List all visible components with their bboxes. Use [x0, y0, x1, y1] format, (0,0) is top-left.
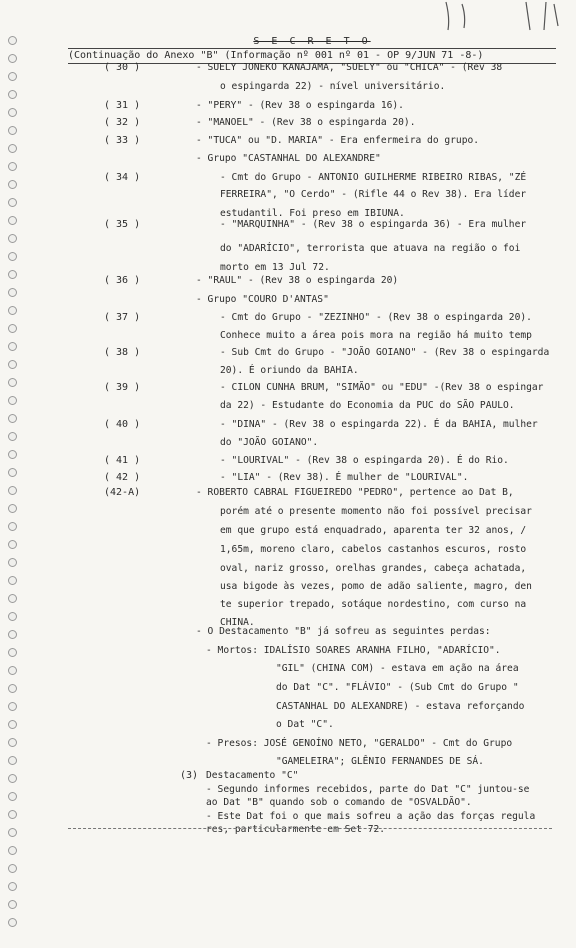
text-line: Destacamento "C"	[206, 770, 299, 781]
text-line: - "MARQUINHA" - (Rev 38 o espingarda 36) - Era mulher	[220, 219, 527, 230]
text-line: res, particularmente em Set 72.	[206, 824, 386, 835]
text-line: - Sub Cmt do Grupo - "JOÃO GOIANO" - (Rev 38 o espingarda	[220, 347, 550, 358]
text-line: - Grupo "COURO D'ANTAS"	[196, 294, 329, 305]
text-line: te superior trepado, sotáque nordestino, com curso na	[220, 599, 527, 610]
item-number: ( 32 )	[104, 117, 141, 128]
item-number: ( 36 )	[104, 275, 141, 286]
text-line: da 22) - Estudante do Economia da PUC do SÃO PAULO.	[220, 400, 515, 411]
text-line: FERREIRA", "O Cerdo" - (Rifle 44 o Rev 38). Era líder	[220, 189, 527, 200]
text-line: Conhece muito a área pois mora na região há muito temp	[220, 330, 532, 341]
item-number: ( 31 )	[104, 100, 141, 111]
text-line: - "PERY" - (Rev 38 o espingarda 16).	[196, 100, 404, 111]
text-line: do "JOÃO GOIANO".	[220, 437, 319, 448]
item-number: ( 30 )	[104, 62, 141, 73]
text-line: 20). É oriundo da BAHIA.	[220, 365, 359, 376]
text-line: - "LOURIVAL" - (Rev 38 o espingarda 20). É do Rio.	[220, 455, 509, 466]
text-line: CHINA.	[220, 617, 255, 628]
text-line: do "ADARÍCIO", terrorista que atuava na região o foi	[220, 243, 521, 254]
text-line: "GAMELEIRA"; GLÊNIO FERNANDES DE SÁ.	[276, 756, 484, 767]
item-number: ( 37 )	[104, 312, 141, 323]
text-line: - O Destacamento "B" já sofreu as seguintes perdas:	[196, 626, 491, 637]
text-line: - "TUCA" ou "D. MARIA" - Era enfermeira do grupo.	[196, 135, 480, 146]
text-line: - "MANOEL" - (Rev 38 o espingarda 20).	[196, 117, 416, 128]
item-number: ( 35 )	[104, 219, 141, 230]
item-number: ( 34 )	[104, 172, 141, 183]
item-number: ( 41 )	[104, 455, 141, 466]
item-number: ( 38 )	[104, 347, 141, 358]
item-number: (3)	[180, 770, 199, 781]
text-line: "GIL" (CHINA COM) - estava em ação na área	[276, 663, 519, 674]
footer-rule	[68, 828, 552, 829]
text-line: oval, nariz grosso, orelhas grandes, cabeça achatada,	[220, 563, 527, 574]
text-line: usa bigode às vezes, pomo de adão saliente, magro, den	[220, 581, 532, 592]
text-line: o espingarda 22) - nível universitário.	[220, 81, 446, 92]
item-number: ( 33 )	[104, 135, 141, 146]
text-line: morto em 13 Jul 72.	[220, 262, 330, 273]
text-line: - CILON CUNHA BRUM, "SIMÃO" ou "EDU" -(Rev 38 o espingar	[220, 382, 544, 393]
item-number: (42-A)	[104, 487, 141, 498]
text-line: do Dat "C". "FLÁVIO" - (Sub Cmt do Grupo "	[276, 682, 519, 693]
text-line: - "LIA" - (Rev 38). É mulher de "LOURIVAL".	[220, 472, 469, 483]
item-number: ( 42 )	[104, 472, 141, 483]
item-number: ( 40 )	[104, 419, 141, 430]
text-line: - Presos: JOSÉ GENOÍNO NETO, "GERALDO" - Cmt do Grupo	[206, 738, 513, 749]
binding-holes	[8, 36, 20, 936]
text-line: - "RAUL" - (Rev 38 o espingarda 20)	[196, 275, 399, 286]
text-line: - ROBERTO CABRAL FIGUEIREDO "PEDRO", pertence ao Dat B,	[196, 487, 514, 498]
text-line: estudantil. Foi preso em IBIUNA.	[220, 208, 405, 219]
header-reference: (Continuação do Anexo "B" (Informação nº 001 nº 01 - OP 9/JUN 71 -8-)	[68, 48, 556, 64]
text-line: - SUELY JONEKO KANAJAMA, "SUELY" ou "CHICA" - (Rev 38	[196, 62, 503, 73]
text-line: - Mortos: IDALÍSIO SOARES ARANHA FILHO, "ADARÍCIO".	[206, 645, 501, 656]
text-line: - Segundo informes recebidos, parte do Dat "C" juntou-se	[206, 784, 530, 795]
text-line: - "DINA" - (Rev 38 o espingarda 22). É da BAHIA, mulher	[220, 419, 538, 430]
text-line: em que grupo está enquadrado, aparenta ter 32 anos, /	[220, 525, 527, 536]
document-header	[68, 36, 556, 64]
text-line: ao Dat "B" quando sob o comando de "OSVALDÃO".	[206, 797, 472, 808]
text-line: - Cmt do Grupo - "ZEZINHO" - (Rev 38 o espingarda 20).	[220, 312, 532, 323]
classification-stamp: S E C R E T O	[253, 36, 371, 47]
text-line: - Grupo "CASTANHAL DO ALEXANDRE"	[196, 153, 381, 164]
item-number: ( 39 )	[104, 382, 141, 393]
text-line: - Este Dat foi o que mais sofreu a ação das forças regula	[206, 811, 536, 822]
text-line: o Dat "C".	[276, 719, 334, 730]
text-line: CASTANHAL DO ALEXANDRE) - estava reforçando	[276, 701, 525, 712]
handwritten-marks	[426, 0, 576, 34]
text-line: porém até o presente momento não foi possível precisar	[220, 506, 532, 517]
text-line: 1,65m, moreno claro, cabelos castanhos escuros, rosto	[220, 544, 527, 555]
text-line: - Cmt do Grupo - ANTONIO GUILHERME RIBEIRO RIBAS, "ZÉ	[220, 172, 527, 183]
